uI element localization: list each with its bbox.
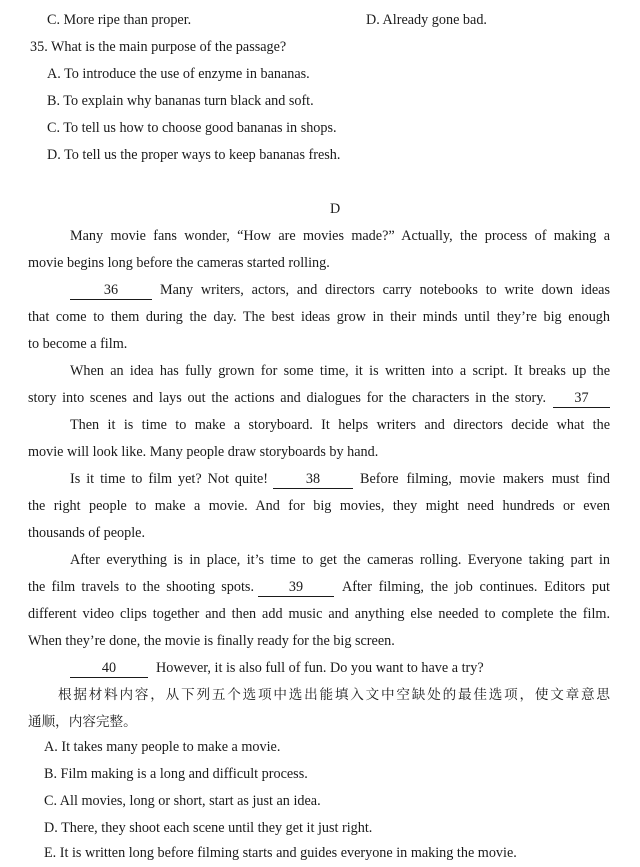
blank-number: 39 [258, 579, 334, 597]
q35-option-b: B. To explain why bananas turn black and soft. [47, 93, 314, 109]
paragraph-line: Many writers, actors, and directors carry notebooks to write down ideas [160, 282, 610, 298]
blank-number: 40 [70, 660, 148, 678]
option-e: E. It is written long before filming starts and guides everyone in making the movie. [44, 845, 517, 861]
paragraph-line: However, it is also full of fun. Do you want to have a try? [156, 660, 484, 676]
paragraph-line: Is it time to film yet? Not quite! [70, 471, 268, 487]
paragraph-line: Then it is time to make a storyboard. It helps writers and directors decide what the [70, 417, 610, 433]
paragraph-line: that come to them during the day. The best ideas grow in their minds until they’re big enough [28, 309, 610, 325]
paragraph-line: movie begins long before the cameras started rolling. [28, 255, 330, 271]
paragraph-line: When they’re done, the movie is finally ready for the big screen. [28, 633, 395, 649]
q35-option-a: A. To introduce the use of enzyme in bananas. [47, 66, 310, 82]
q34-option-d: D. Already gone bad. [366, 12, 487, 28]
q35-option-d: D. To tell us the proper ways to keep bananas fresh. [47, 147, 341, 163]
blank-38 [273, 469, 353, 489]
q34-option-c: C. More ripe than proper. [47, 12, 192, 28]
paragraph-line: story into scenes and lays out the actions and dialogues for the characters in the story. [28, 390, 546, 406]
option-c: C. All movies, long or short, start as just an idea. [44, 793, 321, 809]
blank-number: 38 [273, 471, 353, 489]
paragraph-line: the right people to make a movie. And for big movies, they might need hundreds or even [28, 498, 610, 514]
paragraph-line: movie will look like. Many people draw storyboards by hand. [28, 444, 379, 460]
q35-question: 35. What is the main purpose of the passage? [30, 39, 287, 55]
blank-39 [258, 577, 334, 597]
paragraph-line: Before filming, movie makers must find [360, 471, 610, 487]
blank-number: 36 [70, 282, 152, 300]
blank-40 [70, 658, 148, 678]
instruction-line: 通顺，内容完整。 [28, 714, 137, 730]
option-a: A. It takes many people to make a movie. [44, 739, 281, 755]
paragraph-line: After everything is in place, it’s time to get the cameras rolling. Everyone taking part in [70, 552, 610, 568]
paragraph-line: thousands of people. [28, 525, 146, 541]
blank-number: 37 [553, 390, 610, 408]
option-d: D. There, they shoot each scene until they get it just right. [44, 820, 373, 836]
paragraph-line: to become a film. [28, 336, 128, 352]
option-b: B. Film making is a long and difficult process. [44, 766, 308, 782]
paragraph-line: different video clips together and then add music and anything else needed to complete the film. [28, 606, 610, 622]
section-heading: D [330, 201, 341, 217]
instruction-line: 根据材料内容，从下列五个选项中选出能填入文中空缺处的最佳选项，使文章意思 [58, 687, 610, 703]
paragraph-line: Many movie fans wonder, “How are movies made?” Actually, the process of making a [70, 228, 610, 244]
paragraph-line: When an idea has fully grown for some time, it is written into a script. It breaks up the [70, 363, 610, 379]
paragraph-line: the film travels to the shooting spots. [28, 579, 254, 595]
paragraph-line: After filming, the job continues. Editors put [342, 579, 610, 595]
q35-option-c: C. To tell us how to choose good bananas in shops. [47, 120, 337, 136]
blank-36 [70, 280, 152, 300]
blank-37 [553, 388, 610, 408]
